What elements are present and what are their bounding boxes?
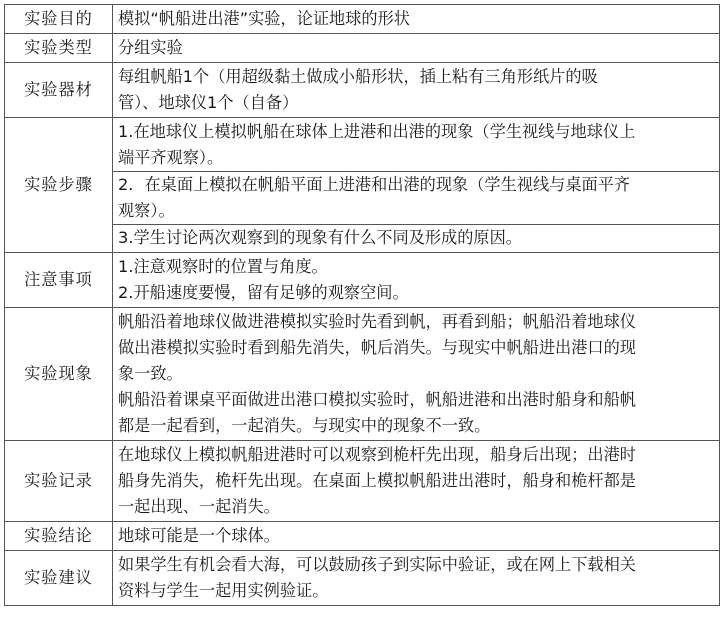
text-line: 如果学生有机会看大海，可以鼓励孩子到实际中验证，或在网上下载相关	[118, 555, 636, 574]
label-purpose: 实验目的	[5, 5, 113, 34]
content-type	[113, 34, 720, 63]
label-steps: 实验步骤	[5, 118, 113, 253]
text-line: 帆船沿着地球仪做进港模拟实验时先看到帆，再看到船；帆船沿着地球仪	[118, 312, 636, 331]
label-suggestion: 实验建议	[5, 551, 113, 606]
step-item-2	[113, 171, 719, 224]
experiment-table	[4, 4, 720, 606]
row-materials	[5, 63, 720, 118]
row-steps	[5, 118, 720, 253]
text-line: 每组帆船1个（用超级黏土做成小船形状，插上粘有三角形纸片的吸	[118, 67, 598, 86]
content-suggestion	[113, 551, 720, 606]
text-line: 象一致。	[118, 364, 183, 383]
text-line: 做出港模拟实验时看到船先消失，帆后消失。与现实中帆船进出港口的现	[118, 338, 636, 357]
label-materials: 实验器材	[5, 63, 113, 118]
text-line: 3.学生讨论两次观察到的现象有什么不同及形成的原因。	[118, 228, 522, 247]
row-notes	[5, 253, 720, 308]
text-line: 1.在地球仪上模拟帆船在球体上进港和出港的现象（学生视线与地球仪上	[118, 122, 636, 141]
text-line: 观察）。	[118, 201, 175, 220]
text-line: 在地球仪上模拟帆船进港时可以观察到桅杆先出现，船身后出现；出港时	[118, 445, 636, 464]
label-notes: 注意事项	[5, 253, 113, 308]
text-line: 端平齐观察）。	[118, 148, 224, 167]
text-line: 管）、地球仪1个（自备）	[118, 93, 299, 112]
text-line: 模拟“帆船进出港”实验，论证地球的形状	[118, 9, 410, 28]
text-line: 资料与学生一起用实例验证。	[118, 581, 329, 600]
step-item-3	[113, 224, 719, 251]
row-phenomenon	[5, 308, 720, 441]
text-line: 1.注意观察时的位置与角度。	[118, 257, 328, 276]
content-materials	[113, 63, 720, 118]
content-steps	[113, 118, 720, 253]
text-line: 地球可能是一个球体。	[118, 526, 280, 545]
content-notes	[113, 253, 720, 308]
label-record: 实验记录	[5, 441, 113, 522]
label-phenomenon: 实验现象	[5, 308, 113, 441]
row-conclusion	[5, 522, 720, 551]
text-line: 帆船沿着课桌平面做进出港口模拟实验时，帆船进港和出港时船身和船帆	[118, 390, 636, 409]
row-record	[5, 441, 720, 522]
step-item-1	[118, 119, 717, 171]
text-line: 一起出现、一起消失。	[118, 497, 280, 516]
label-type: 实验类型	[5, 34, 113, 63]
label-conclusion: 实验结论	[5, 522, 113, 551]
row-type	[5, 34, 720, 63]
row-purpose	[5, 5, 720, 34]
content-conclusion	[113, 522, 720, 551]
content-record	[113, 441, 720, 522]
text-line: 都是一起看到，一起消失。与现实中的现象不一致。	[118, 416, 491, 435]
text-line: 分组实验	[118, 38, 183, 57]
row-suggestion	[5, 551, 720, 606]
content-purpose	[113, 5, 720, 34]
text-line: 船身先消失，桅杆先出现。在桌面上模拟帆船进出港时，船身和桅杆都是	[118, 471, 636, 490]
content-phenomenon	[113, 308, 720, 441]
text-line: 2．在桌面上模拟在帆船平面上进港和出港的现象（学生视线与桌面平齐	[118, 175, 631, 194]
text-line: 2.开船速度要慢，留有足够的观察空间。	[118, 283, 409, 302]
